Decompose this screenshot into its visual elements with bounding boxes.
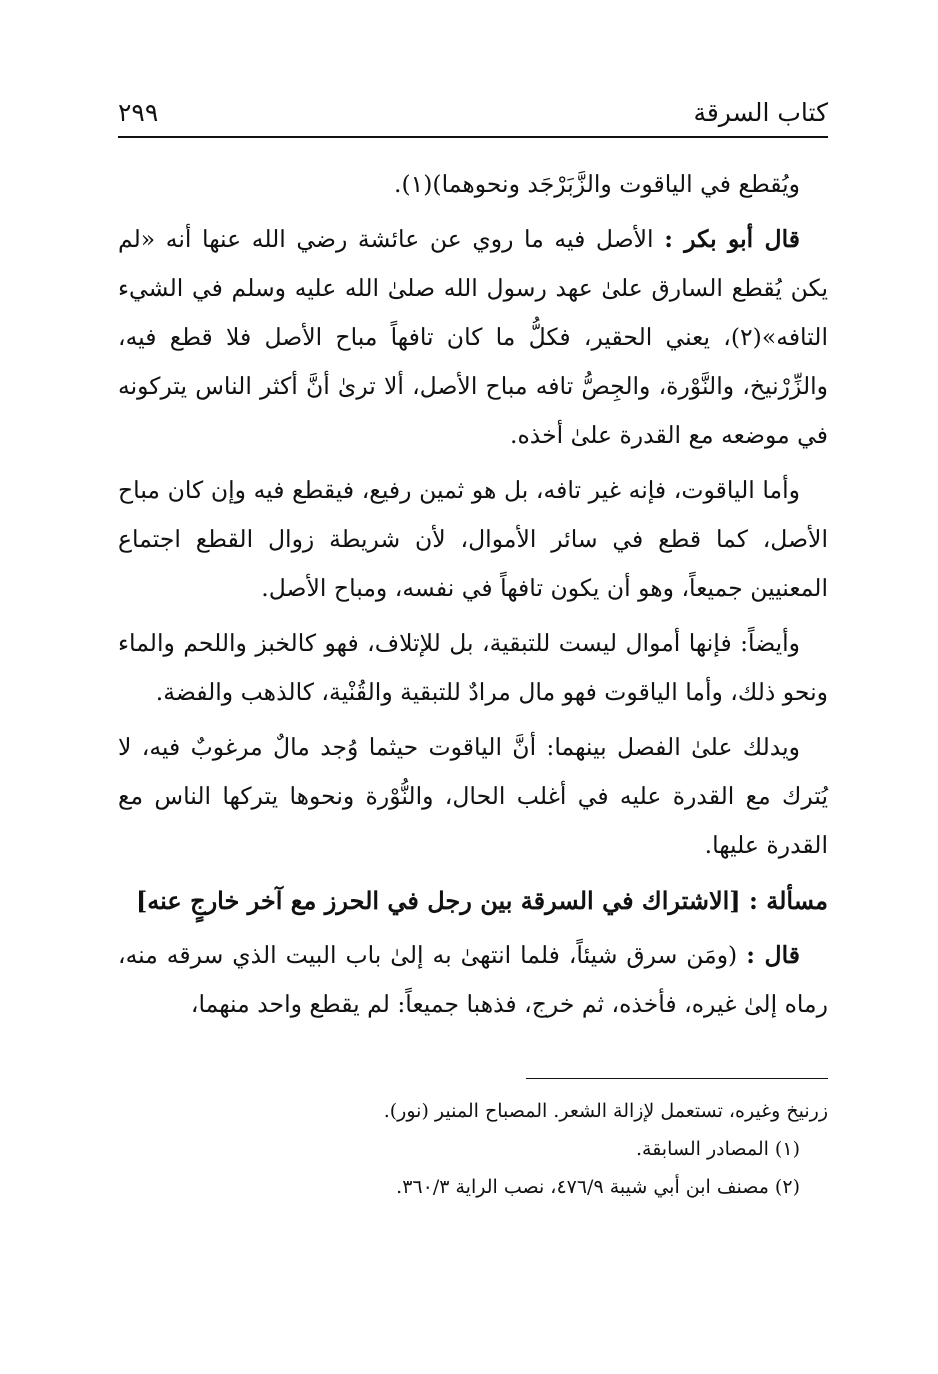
paragraph-3: وأما الياقوت، فإنه غير تافه، بل هو ثمين رفيع، فيقطع فيه وإن كان مباح الأصل، كما قطع في سائر الأموال، لأن شريطة زوال القطع اجتماع المعنيين جميعاً، وهو أن يكون تافهاً في نفسه، ومباح الأصل. [118, 476, 828, 602]
speaker-label: قال : [746, 941, 800, 969]
paragraph-2 [118, 215, 828, 460]
footnote-divider [526, 1078, 828, 1079]
main-text [118, 160, 828, 1035]
section-heading: مسألة : [الاشتراك في السرقة بين رجل في الحرز مع آخر خارجٍ عنه] [135, 886, 828, 915]
chapter-title: كتاب السرقة [693, 97, 828, 127]
paragraph-2-text: الأصل فيه ما روي عن عائشة رضي الله عنها أنه «لم يكن يُقطع السارق علىٰ عهد رسول الله صلىٰ الله عليه وسلم في الشيء التافه»(٢)، يعني الحقير، فكلُّ ما كان تافهاً مباح الأصل فلا قطع فيه، والزِّرْنيخ، والنَّوْرة، والجِصُّ تافه مباح الأصل، ألا ترىٰ أنَّ أكثر الناس يتركونه في موضعه مع القدرة علىٰ أخذه. [118, 225, 828, 449]
speaker-label: قال أبو بكر : [664, 225, 800, 253]
paragraph-6-text: (ومَن سرق شيئاً، فلما انتهىٰ به إلىٰ باب البيت الذي سرقه منه، رماه إلىٰ غيره، فأخذه، ثم خرج، فذهبا جميعاً: لم يقطع واحد منهما، [118, 941, 828, 1018]
footnotes [118, 1092, 828, 1206]
header-divider [118, 136, 828, 138]
paragraph-6 [118, 931, 828, 1029]
footnote-2: (٢) مصنف ابن أبي شيبة ٤٧٦/٩، نصب الراية ٣٦٠/٣. [396, 1176, 800, 1198]
running-header [118, 92, 828, 132]
footnote-1: (١) المصادر السابقة. [635, 1138, 800, 1160]
paragraph-5: ويدلك علىٰ الفصل بينهما: أنَّ الياقوت حيثما وُجد مالٌ مرغوبٌ فيه، لا يُترك مع القدرة عليه في أغلب الحال، والنُّوْرة ونحوها يتركها الناس مع القدرة عليها. [118, 733, 828, 859]
paragraph-1: ويُقطع في الياقوت والزَّبَرْجَد ونحوهما)(١). [393, 170, 800, 198]
footnote-continuation: زرنيخ وغيره، تستعمل لإزالة الشعر. المصباح المنير (نور). [383, 1100, 828, 1122]
paragraph-4: وأيضاً: فإنها أموال ليست للتبقية، بل للإتلاف، فهو كالخبز واللحم والماء ونحو ذلك، وأما الياقوت فهو مال مرادٌ للتبقية والقُنْية، كالذهب والفضة. [118, 629, 828, 706]
page-number: ٢٩٩ [118, 97, 159, 127]
book-page [118, 0, 828, 1374]
